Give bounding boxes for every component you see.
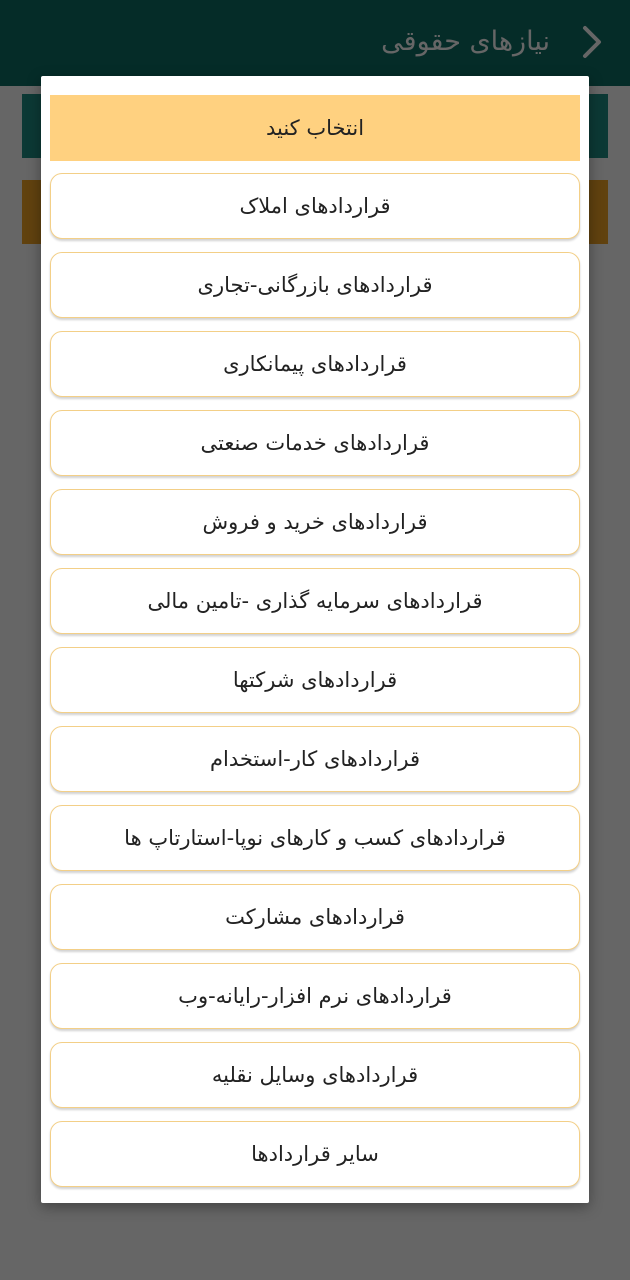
option-item[interactable]: قراردادهای نرم افزار-رایانه-وب [50, 963, 580, 1029]
option-item[interactable]: قراردادهای کسب و کارهای نوپا-استارتاپ ها [50, 805, 580, 871]
option-item[interactable]: قراردادهای بازرگانی-تجاری [50, 252, 580, 318]
dialog-header: انتخاب کنید [50, 95, 580, 161]
option-item[interactable]: قراردادهای خدمات صنعتی [50, 410, 580, 476]
option-list [50, 173, 580, 1200]
option-item[interactable]: قراردادهای کار-استخدام [50, 726, 580, 792]
option-item[interactable]: قراردادهای پیمانکاری [50, 331, 580, 397]
option-item[interactable]: قراردادهای املاک [50, 173, 580, 239]
option-item[interactable]: قراردادهای شرکتها [50, 647, 580, 713]
option-item[interactable]: قراردادهای مشارکت [50, 884, 580, 950]
option-item[interactable]: قراردادهای خرید و فروش [50, 489, 580, 555]
selection-dialog [41, 76, 589, 1203]
option-item[interactable]: سایر قراردادها [50, 1121, 580, 1187]
option-item[interactable]: قراردادهای وسایل نقلیه [50, 1042, 580, 1108]
option-item[interactable]: قراردادهای سرمایه گذاری -تامین مالی [50, 568, 580, 634]
